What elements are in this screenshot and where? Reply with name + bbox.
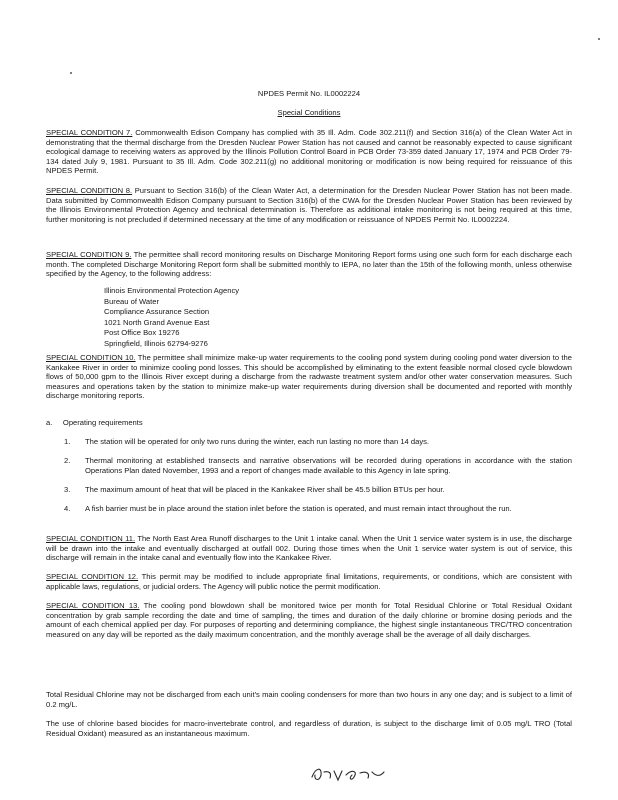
permit-number-heading: NPDES Permit No. IL0002224 [257, 89, 361, 98]
condition-9-text: The permittee shall record monitoring results on Discharge Monitoring Report forms using one such form for each discharge each month. The completed Discharge Monitoring Report form shall be submitted monthly to IEPA, no later than the 15th of the following month, unless otherwise specified by the Agency, to the following address: [46, 250, 572, 278]
requirement-item: A fish barrier must be in place around the station inlet before the station is operated, and must remain intact throughout the run. [85, 504, 512, 513]
address-line: Springfield, Illinois 62794-9276 [104, 338, 208, 348]
condition-13-label: SPECIAL CONDITION 13. [46, 601, 140, 610]
special-condition-11 [46, 534, 572, 563]
biocide-limit-paragraph: The use of chlorine based biocides for macro-invertebrate control, and regardless of duration, is subject to the discharge limit of 0.05 mg/L TRO (Total Residual Oxidant) measured as an instantaneous maximum. [46, 719, 572, 738]
special-condition-8 [46, 186, 572, 224]
address-line: Illinois Environmental Protection Agency [104, 286, 240, 295]
requirement-number: 3. [64, 485, 71, 494]
operating-requirements-heading [46, 418, 143, 428]
special-condition-12 [46, 572, 572, 591]
condition-8-text: Pursuant to Section 316(b) of the Clean Water Act, a determination for the Dresden Nuclear Power Station has not been made. Data submitted by Commonwealth Edison Company pursuant to Section 316(b) of the CWA for the Dresden Nuclear Power Station has been reviewed by the Illinois Environmental Protection Agency and technical determination is. Therefore as additional intake monitoring is not being required at this time, further monitoring is not precluded if determined necessary at the time of any modification or reissuance of NPDES Permit No. IL0002224. [46, 186, 572, 224]
condition-7-text: Commonwealth Edison Company has complied with 35 Ill. Adm. Code 302.211(f) and Section 316(a) of the Clean Water Act in demonstrating that the thermal discharge from the Dresden Nuclear Power Station has not caused and cannot be reasonably expected to cause significant ecological damage to receiving waters as approved by the Illinois Pollution Control Board in PCB Order 73-359 dated January 17, 1974 and PCB Order 79-134 dated July 9, 1981. Pursuant to 35 Ill. Adm. Code 302.211(g) no additional monitoring or modification is now being required for reissuance of this NPDES Permit. [46, 128, 572, 175]
requirement-number: 2. [64, 456, 71, 465]
condition-12-text: This permit may be modified to include appropriate final limitations, requirements, or conditions, which are consistent with applicable laws, regulations, or judicial orders. The Agency will public notice the permit modification. [46, 572, 572, 591]
condition-9-label: SPECIAL CONDITION 9. [46, 250, 132, 259]
address-line: Bureau of Water [104, 296, 160, 306]
address-line: Compliance Assurance Section [104, 307, 210, 317]
condition-10-label: SPECIAL CONDITION 10. [46, 353, 136, 362]
requirement-item: The maximum amount of heat that will be placed in the Kankakee River shall be 45.5 billion BTUs per hour. [85, 485, 445, 494]
special-condition-13 [46, 601, 572, 639]
page-title-wrap [0, 108, 618, 118]
requirement-number: 1. [64, 437, 71, 446]
condition-11-text: The North East Area Runoff discharges to the Unit 1 intake canal. When the Unit 1 service water system is in use, the discharge will be drawn into the intake and eventually discharged at outfall 002. During those times when the Unit 1 service water system is out of service, this discharge will remain in the intake canal and eventually flow into the Kankakee River. [46, 534, 573, 562]
condition-11-label: SPECIAL CONDITION 11. [46, 534, 136, 543]
condition-13-text: The cooling pond blowdown shall be monitored twice per month for Total Residual Chlorine or Total Residual Oxidant concentration by grab sample recording the date and time of sampling, the times and duration of the daily chlorine or bromine dosing periods and the amount of each chemical applied per day. For purposes of reporting and determining compliance, the highest single instantaneous TRC/TRO concentration measured on any day will be reported as the daily maximum concentration, and the monthly average shall be the average of all daily discharges. [46, 601, 572, 639]
operating-requirements-title: Operating requirements [62, 418, 143, 427]
handwritten-initials [308, 763, 386, 785]
scan-speck [598, 38, 600, 40]
requirement-item: The station will be operated for only two runs during the winter, each run lasting no more than 14 days. [85, 437, 430, 446]
operating-requirements-letter: a. [46, 418, 53, 427]
special-condition-10 [46, 353, 572, 401]
requirement-number: 4. [64, 504, 71, 513]
condition-8-label: SPECIAL CONDITION 8. [46, 186, 133, 195]
address-line: Post Office Box 19276 [104, 328, 180, 338]
special-condition-9 [46, 250, 572, 279]
condition-10-text: The permittee shall minimize make-up water requirements to the cooling pond system during cooling pond water diversion to the Kankakee River in order to minimize cooling pond losses. This should be accomplished by eliminating to the extent feasible normal closed cycle blowdown flows of 50,000 gpm to the Illinois River except during a discharge from the radwaste treatment system and/or other water conservation measures. Such measures and operations taken by the station to minimize make-up water requirements during diversion shall be documented and reported with monthly discharge monitoring reports. [46, 353, 572, 400]
agency-address-block [104, 286, 404, 350]
page-title: Special Conditions [277, 108, 341, 117]
special-condition-7 [46, 128, 572, 176]
condition-7-label: SPECIAL CONDITION 7. [46, 128, 133, 137]
trc-limit-paragraph: Total Residual Chlorine may not be discharged from each unit's main cooling condensers for more than two hours in any one day; and is subject to a limit of 0.2 mg/L. [46, 690, 572, 709]
scan-speck [70, 72, 72, 74]
address-line: 1021 North Grand Avenue East [104, 317, 210, 327]
requirement-item: Thermal monitoring at established transects and narrative observations will be recorded during operations in accordance with the station Operations Plan dated November, 1993 and a report of changes made available to this Agency in late spring. [85, 456, 572, 475]
condition-12-label: SPECIAL CONDITION 12. [46, 572, 139, 581]
